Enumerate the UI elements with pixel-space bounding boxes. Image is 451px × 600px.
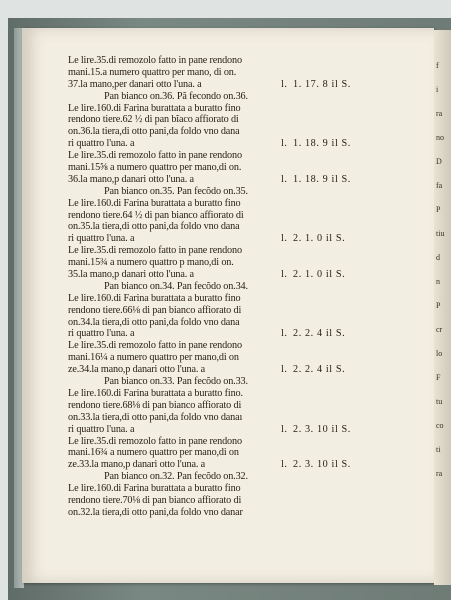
text-line xyxy=(68,388,398,400)
lire-mark: l. xyxy=(281,459,288,471)
line-text: mani.16¼ a numero quattro per mano,di on xyxy=(68,352,239,364)
text-line xyxy=(68,103,398,115)
facing-page-fragment: cr xyxy=(436,325,443,334)
line-text: rendono tiere.66⅛ di pan bianco affiorato di xyxy=(68,304,242,316)
facing-page-fragment: F xyxy=(436,373,441,382)
price-amount xyxy=(281,364,346,376)
text-line xyxy=(68,340,398,352)
amount-value: 1. 18. 9 il S. xyxy=(293,173,351,185)
line-text: Le lire.160.di Farina burattata a buratto fino xyxy=(68,292,241,304)
price-amount xyxy=(281,233,346,245)
line-text: on.34.la tiera,di otto pani,da foldo vno dana xyxy=(68,316,240,328)
text-line xyxy=(68,305,398,317)
text-line xyxy=(68,55,398,67)
amount-value: 2. 1. 0 il S. xyxy=(293,269,346,281)
facing-page-fragment: d xyxy=(436,253,440,262)
text-line xyxy=(68,459,398,471)
line-text: ri quattro l'una. a xyxy=(68,138,135,150)
price-amount xyxy=(281,138,351,150)
line-text: ze.33.la mano,p danari otto l'una. a xyxy=(68,459,206,471)
facing-page-fragment: P xyxy=(436,205,441,214)
line-text: Le lire.35.di remozolo fatto in pane rendono xyxy=(68,340,242,352)
facing-page-fragment: ra xyxy=(436,109,443,118)
line-text: Le lire.160.di Farina burattata a buratto fino xyxy=(68,197,241,209)
text-line xyxy=(68,328,398,340)
line-text: Le lire.35.di remozolo fatto in pane rendono xyxy=(68,435,242,447)
text-line xyxy=(68,436,398,448)
line-text: ze.34.la mano,p danari otto l'una. a xyxy=(68,364,206,376)
price-amount xyxy=(281,328,346,340)
facing-page-fragment: ra xyxy=(436,469,443,478)
line-text: on.32.la tiera,di otto pani,da foldo vno danar xyxy=(68,506,243,518)
text-line xyxy=(68,138,398,150)
price-amount xyxy=(281,459,351,471)
line-text: Le lire.35.di remozolo fatto in pane rendono xyxy=(68,150,242,162)
price-amount xyxy=(281,423,351,436)
text-line xyxy=(68,424,398,436)
line-text: rendono tiere.62 ½ di pan bĩaco affiorato di xyxy=(68,114,239,126)
amount-value: 1. 18. 9 il S. xyxy=(293,138,351,150)
text-line xyxy=(68,364,398,376)
line-text: mani.15.a numero quattro per mano, di on. xyxy=(68,66,237,78)
line-text: Le lire.160.di Farina burattata a buratto fino xyxy=(68,102,241,114)
text-line xyxy=(68,245,398,257)
text-line xyxy=(68,400,398,412)
text-line xyxy=(68,412,398,424)
facing-page-fragment: tu xyxy=(436,397,443,406)
facing-page-fragment: D xyxy=(436,157,442,166)
facing-page-fragment: P xyxy=(436,301,441,310)
amount-value: 1. 17. 8 il S. xyxy=(293,78,351,90)
text-line xyxy=(68,483,398,495)
line-text: ri quattro l'una. a xyxy=(68,423,135,435)
line-text: Pan bianco on.33. Pan fecõdo on.33. xyxy=(104,376,248,388)
text-line xyxy=(68,221,398,233)
line-text: Le lire.35.di remozolo fatto in pane rendono xyxy=(68,55,242,66)
text-line xyxy=(68,174,398,186)
lire-mark: l. xyxy=(281,233,288,245)
text-line xyxy=(68,257,398,269)
price-amount xyxy=(281,173,351,186)
text-line xyxy=(68,376,398,388)
text-line xyxy=(68,352,398,364)
line-text: Pan bianco on.34. Pan fecõdo on.34. xyxy=(104,280,248,292)
line-text: on.33.la tiera,di otto pani,da foldo vno danaı xyxy=(68,411,243,423)
price-amount xyxy=(281,269,346,281)
line-text: on.35.la tiera,di otto pani,da foldo vno dana xyxy=(68,221,240,233)
text-line xyxy=(68,507,398,519)
text-line xyxy=(68,91,398,103)
lire-mark: l. xyxy=(281,138,288,150)
text-line xyxy=(68,293,398,305)
text-line xyxy=(68,126,398,138)
page-text-block xyxy=(68,55,398,519)
facing-page-fragment: fa xyxy=(436,181,443,190)
text-line xyxy=(68,210,398,222)
line-text: mani.15¾ a numero quattro p mano,di on. xyxy=(68,257,234,269)
line-text: rendono tiere.68⅛ di pan bianco affiorato di xyxy=(68,399,242,411)
lire-mark: l. xyxy=(281,173,288,185)
line-text: mani.16¾ a numero quattro per mano,di on xyxy=(68,447,239,459)
text-line xyxy=(68,198,398,210)
facing-page-fragment: tiu xyxy=(436,229,445,238)
text-line xyxy=(68,186,398,198)
facing-page-fragment: lo xyxy=(436,349,443,358)
line-text: mani.15⅝ a numero quattro per mano,di on. xyxy=(68,162,242,174)
line-text: rendono tiere.64 ½ di pan bianco affiorato di xyxy=(68,209,244,221)
line-text: 36.la mano,p danari otto l'una. a xyxy=(68,173,194,185)
text-line xyxy=(68,162,398,174)
text-line xyxy=(68,67,398,79)
facing-page-fragment: i xyxy=(436,85,439,94)
line-text: on.36.la tiera,di otto pani,da foldo vno dana xyxy=(68,126,240,138)
facing-page-fragment: co xyxy=(436,421,444,430)
text-line xyxy=(68,233,398,245)
lire-mark: l. xyxy=(281,269,288,281)
price-amount xyxy=(281,78,351,91)
line-text: 37.la mano,per danari otto l'una. a xyxy=(68,78,202,90)
text-line xyxy=(68,471,398,483)
lire-mark: l. xyxy=(281,423,288,435)
line-text: Pan bianco on.35. Pan fecõdo on.35. xyxy=(104,185,248,197)
text-line xyxy=(68,150,398,162)
lire-mark: l. xyxy=(281,78,288,90)
line-text: rendono tiere.70⅛ di pan bianco affiorato di xyxy=(68,494,242,506)
text-line xyxy=(68,79,398,91)
line-text: 35.la mano,p danari otto l'una. a xyxy=(68,269,194,281)
text-line xyxy=(68,317,398,329)
line-text: Pan bianco on.32. Pan fecõdo on.32. xyxy=(104,471,248,483)
line-text: Le lire.160.di Farina burattata a buratto fino xyxy=(68,483,241,495)
facing-page-fragment: n xyxy=(436,277,440,286)
text-line xyxy=(68,281,398,293)
text-line xyxy=(68,114,398,126)
line-text: Le lire.160.di Farina burattata a buratto fino. xyxy=(68,387,243,399)
amount-value: 2. 1. 0 il S. xyxy=(293,233,346,245)
line-text: ri quattro l'una. a xyxy=(68,233,135,245)
facing-page-fragment: f xyxy=(436,61,439,70)
lire-mark: l. xyxy=(281,328,288,340)
facing-page-fragment: ti xyxy=(436,445,441,454)
lire-mark: l. xyxy=(281,364,288,376)
line-text: Le lire.35.di remozolo fatto in pane rendono xyxy=(68,245,242,257)
amount-value: 2. 3. 10 il S. xyxy=(293,423,351,435)
amount-value: 2. 3. 10 il S. xyxy=(293,459,351,471)
amount-value: 2. 2. 4 il S. xyxy=(293,364,346,376)
text-line xyxy=(68,447,398,459)
amount-value: 2. 2. 4 il S. xyxy=(293,328,346,340)
line-text: Pan bianco on.36. Pã fecondo on.36. xyxy=(104,90,248,102)
line-text: ri quattro l'una. a xyxy=(68,328,135,340)
facing-page-fragment: no xyxy=(436,133,444,142)
text-line xyxy=(68,495,398,507)
text-line xyxy=(68,269,398,281)
